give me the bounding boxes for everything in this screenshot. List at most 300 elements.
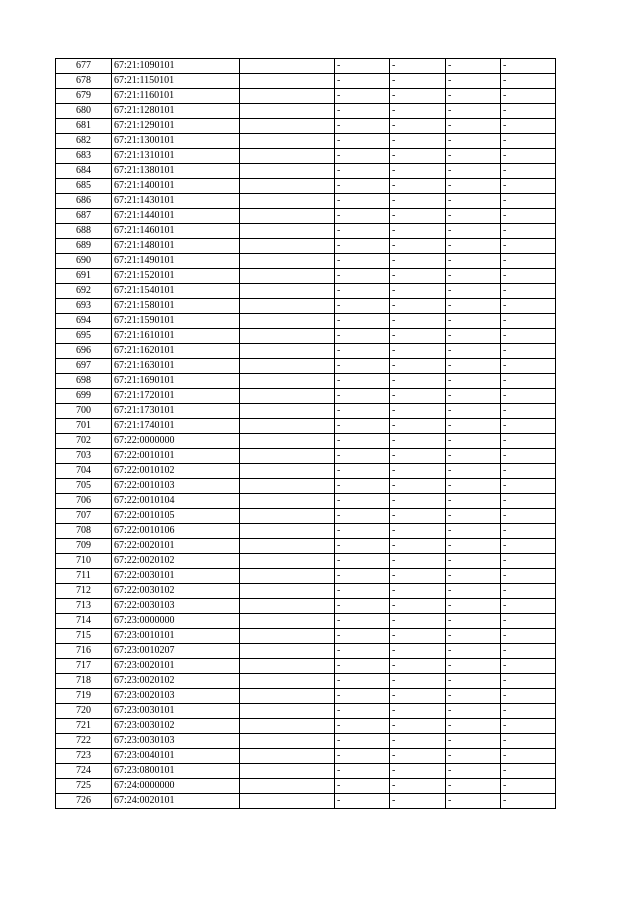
row-number-cell: 719 bbox=[56, 689, 112, 704]
dash-cell-2: - bbox=[390, 104, 446, 119]
row-number-cell: 722 bbox=[56, 734, 112, 749]
row-number-cell: 678 bbox=[56, 74, 112, 89]
cadastral-code-cell: 67:24:0000000 bbox=[112, 779, 240, 794]
dash-cell-1: - bbox=[335, 329, 390, 344]
blank-cell bbox=[240, 569, 335, 584]
dash-cell-4: - bbox=[501, 599, 556, 614]
dash-cell-4: - bbox=[501, 254, 556, 269]
dash-cell-1: - bbox=[335, 314, 390, 329]
row-number-cell: 716 bbox=[56, 644, 112, 659]
table-row bbox=[56, 764, 556, 779]
cadastral-code-cell: 67:21:1160101 bbox=[112, 89, 240, 104]
blank-cell bbox=[240, 749, 335, 764]
dash-cell-2: - bbox=[390, 734, 446, 749]
dash-cell-3: - bbox=[446, 614, 501, 629]
dash-cell-2: - bbox=[390, 614, 446, 629]
table-row bbox=[56, 284, 556, 299]
table-row bbox=[56, 509, 556, 524]
cadastral-code-cell: 67:22:0010101 bbox=[112, 449, 240, 464]
cadastral-code-cell: 67:21:1520101 bbox=[112, 269, 240, 284]
table-row bbox=[56, 329, 556, 344]
blank-cell bbox=[240, 374, 335, 389]
dash-cell-2: - bbox=[390, 794, 446, 809]
dash-cell-3: - bbox=[446, 584, 501, 599]
dash-cell-2: - bbox=[390, 644, 446, 659]
dash-cell-1: - bbox=[335, 464, 390, 479]
dash-cell-3: - bbox=[446, 554, 501, 569]
table-row bbox=[56, 554, 556, 569]
cadastral-code-cell: 67:23:0040101 bbox=[112, 749, 240, 764]
dash-cell-4: - bbox=[501, 299, 556, 314]
dash-cell-4: - bbox=[501, 719, 556, 734]
dash-cell-3: - bbox=[446, 479, 501, 494]
dash-cell-3: - bbox=[446, 374, 501, 389]
dash-cell-4: - bbox=[501, 284, 556, 299]
dash-cell-3: - bbox=[446, 104, 501, 119]
dash-cell-3: - bbox=[446, 494, 501, 509]
blank-cell bbox=[240, 779, 335, 794]
dash-cell-2: - bbox=[390, 239, 446, 254]
dash-cell-1: - bbox=[335, 224, 390, 239]
dash-cell-3: - bbox=[446, 329, 501, 344]
dash-cell-4: - bbox=[501, 674, 556, 689]
blank-cell bbox=[240, 329, 335, 344]
blank-cell bbox=[240, 89, 335, 104]
blank-cell bbox=[240, 134, 335, 149]
row-number-cell: 713 bbox=[56, 599, 112, 614]
table-row bbox=[56, 569, 556, 584]
row-number-cell: 696 bbox=[56, 344, 112, 359]
table-row bbox=[56, 494, 556, 509]
cadastral-code-cell: 67:22:0010103 bbox=[112, 479, 240, 494]
table-row bbox=[56, 359, 556, 374]
cadastral-code-cell: 67:21:1720101 bbox=[112, 389, 240, 404]
dash-cell-3: - bbox=[446, 599, 501, 614]
row-number-cell: 706 bbox=[56, 494, 112, 509]
dash-cell-4: - bbox=[501, 239, 556, 254]
cadastral-code-cell: 67:21:1740101 bbox=[112, 419, 240, 434]
dash-cell-4: - bbox=[501, 779, 556, 794]
dash-cell-3: - bbox=[446, 299, 501, 314]
table-row bbox=[56, 404, 556, 419]
blank-cell bbox=[240, 734, 335, 749]
dash-cell-4: - bbox=[501, 104, 556, 119]
table-row bbox=[56, 314, 556, 329]
dash-cell-2: - bbox=[390, 479, 446, 494]
row-number-cell: 718 bbox=[56, 674, 112, 689]
dash-cell-1: - bbox=[335, 299, 390, 314]
dash-cell-1: - bbox=[335, 389, 390, 404]
row-number-cell: 712 bbox=[56, 584, 112, 599]
cadastral-code-cell: 67:21:1280101 bbox=[112, 104, 240, 119]
table-row bbox=[56, 149, 556, 164]
dash-cell-3: - bbox=[446, 239, 501, 254]
cadastral-code-cell: 67:22:0030102 bbox=[112, 584, 240, 599]
cadastral-code-cell: 67:21:1730101 bbox=[112, 404, 240, 419]
cadastral-code-cell: 67:22:0010102 bbox=[112, 464, 240, 479]
dash-cell-2: - bbox=[390, 284, 446, 299]
dash-cell-1: - bbox=[335, 194, 390, 209]
dash-cell-1: - bbox=[335, 674, 390, 689]
dash-cell-1: - bbox=[335, 284, 390, 299]
dash-cell-1: - bbox=[335, 614, 390, 629]
cadastral-code-cell: 67:23:0020101 bbox=[112, 659, 240, 674]
dash-cell-2: - bbox=[390, 509, 446, 524]
dash-cell-3: - bbox=[446, 704, 501, 719]
table-row bbox=[56, 614, 556, 629]
blank-cell bbox=[240, 689, 335, 704]
table-row bbox=[56, 599, 556, 614]
dash-cell-2: - bbox=[390, 584, 446, 599]
blank-cell bbox=[240, 479, 335, 494]
dash-cell-4: - bbox=[501, 134, 556, 149]
row-number-cell: 721 bbox=[56, 719, 112, 734]
row-number-cell: 723 bbox=[56, 749, 112, 764]
dash-cell-4: - bbox=[501, 689, 556, 704]
dash-cell-2: - bbox=[390, 764, 446, 779]
dash-cell-4: - bbox=[501, 494, 556, 509]
dash-cell-3: - bbox=[446, 524, 501, 539]
dash-cell-3: - bbox=[446, 59, 501, 74]
cadastral-code-cell: 67:21:1630101 bbox=[112, 359, 240, 374]
row-number-cell: 714 bbox=[56, 614, 112, 629]
dash-cell-3: - bbox=[446, 209, 501, 224]
dash-cell-2: - bbox=[390, 74, 446, 89]
dash-cell-2: - bbox=[390, 314, 446, 329]
blank-cell bbox=[240, 539, 335, 554]
row-number-cell: 694 bbox=[56, 314, 112, 329]
table-row bbox=[56, 344, 556, 359]
dash-cell-4: - bbox=[501, 149, 556, 164]
dash-cell-1: - bbox=[335, 149, 390, 164]
cadastral-code-cell: 67:21:1590101 bbox=[112, 314, 240, 329]
dash-cell-4: - bbox=[501, 374, 556, 389]
dash-cell-3: - bbox=[446, 254, 501, 269]
row-number-cell: 704 bbox=[56, 464, 112, 479]
dash-cell-4: - bbox=[501, 359, 556, 374]
dash-cell-1: - bbox=[335, 254, 390, 269]
dash-cell-3: - bbox=[446, 509, 501, 524]
blank-cell bbox=[240, 149, 335, 164]
dash-cell-2: - bbox=[390, 209, 446, 224]
dash-cell-1: - bbox=[335, 359, 390, 374]
row-number-cell: 680 bbox=[56, 104, 112, 119]
blank-cell bbox=[240, 599, 335, 614]
blank-cell bbox=[240, 629, 335, 644]
blank-cell bbox=[240, 449, 335, 464]
dash-cell-3: - bbox=[446, 689, 501, 704]
dash-cell-2: - bbox=[390, 179, 446, 194]
dash-cell-3: - bbox=[446, 404, 501, 419]
dash-cell-2: - bbox=[390, 539, 446, 554]
dash-cell-2: - bbox=[390, 599, 446, 614]
row-number-cell: 703 bbox=[56, 449, 112, 464]
dash-cell-4: - bbox=[501, 449, 556, 464]
cadastral-code-cell: 67:23:0030102 bbox=[112, 719, 240, 734]
dash-cell-4: - bbox=[501, 434, 556, 449]
cadastral-code-cell: 67:22:0010104 bbox=[112, 494, 240, 509]
dash-cell-2: - bbox=[390, 329, 446, 344]
row-number-cell: 685 bbox=[56, 179, 112, 194]
dash-cell-4: - bbox=[501, 614, 556, 629]
dash-cell-3: - bbox=[446, 734, 501, 749]
cadastral-code-cell: 67:21:1310101 bbox=[112, 149, 240, 164]
dash-cell-2: - bbox=[390, 749, 446, 764]
row-number-cell: 688 bbox=[56, 224, 112, 239]
dash-cell-2: - bbox=[390, 779, 446, 794]
dash-cell-3: - bbox=[446, 719, 501, 734]
table-row bbox=[56, 449, 556, 464]
cadastral-code-cell: 67:21:1540101 bbox=[112, 284, 240, 299]
blank-cell bbox=[240, 239, 335, 254]
dash-cell-4: - bbox=[501, 404, 556, 419]
dash-cell-2: - bbox=[390, 419, 446, 434]
table-row bbox=[56, 374, 556, 389]
dash-cell-3: - bbox=[446, 449, 501, 464]
cadastral-code-cell: 67:23:0020102 bbox=[112, 674, 240, 689]
dash-cell-2: - bbox=[390, 359, 446, 374]
dash-cell-4: - bbox=[501, 419, 556, 434]
dash-cell-4: - bbox=[501, 629, 556, 644]
blank-cell bbox=[240, 194, 335, 209]
dash-cell-3: - bbox=[446, 164, 501, 179]
table-row bbox=[56, 539, 556, 554]
dash-cell-1: - bbox=[335, 704, 390, 719]
row-number-cell: 687 bbox=[56, 209, 112, 224]
table-row bbox=[56, 419, 556, 434]
dash-cell-2: - bbox=[390, 59, 446, 74]
dash-cell-2: - bbox=[390, 224, 446, 239]
row-number-cell: 702 bbox=[56, 434, 112, 449]
cadastral-code-cell: 67:22:0030103 bbox=[112, 599, 240, 614]
blank-cell bbox=[240, 104, 335, 119]
blank-cell bbox=[240, 644, 335, 659]
dash-cell-1: - bbox=[335, 734, 390, 749]
cadastral-code-cell: 67:23:0010207 bbox=[112, 644, 240, 659]
table-row bbox=[56, 119, 556, 134]
table-row bbox=[56, 254, 556, 269]
dash-cell-2: - bbox=[390, 299, 446, 314]
cadastral-code-cell: 67:23:0020103 bbox=[112, 689, 240, 704]
dash-cell-1: - bbox=[335, 119, 390, 134]
cadastral-code-cell: 67:21:1400101 bbox=[112, 179, 240, 194]
dash-cell-1: - bbox=[335, 479, 390, 494]
dash-cell-1: - bbox=[335, 779, 390, 794]
dash-cell-3: - bbox=[446, 419, 501, 434]
dash-cell-4: - bbox=[501, 329, 556, 344]
blank-cell bbox=[240, 404, 335, 419]
dash-cell-3: - bbox=[446, 149, 501, 164]
data-table bbox=[55, 58, 556, 809]
row-number-cell: 700 bbox=[56, 404, 112, 419]
row-number-cell: 720 bbox=[56, 704, 112, 719]
blank-cell bbox=[240, 389, 335, 404]
cadastral-code-cell: 67:21:1290101 bbox=[112, 119, 240, 134]
dash-cell-2: - bbox=[390, 344, 446, 359]
dash-cell-2: - bbox=[390, 689, 446, 704]
dash-cell-1: - bbox=[335, 644, 390, 659]
dash-cell-4: - bbox=[501, 179, 556, 194]
dash-cell-3: - bbox=[446, 119, 501, 134]
row-number-cell: 689 bbox=[56, 239, 112, 254]
cadastral-code-cell: 67:21:1430101 bbox=[112, 194, 240, 209]
blank-cell bbox=[240, 59, 335, 74]
dash-cell-1: - bbox=[335, 74, 390, 89]
blank-cell bbox=[240, 584, 335, 599]
cadastral-code-cell: 67:21:1300101 bbox=[112, 134, 240, 149]
table-row bbox=[56, 89, 556, 104]
cadastral-code-cell: 67:22:0020102 bbox=[112, 554, 240, 569]
cadastral-code-cell: 67:21:1090101 bbox=[112, 59, 240, 74]
row-number-cell: 683 bbox=[56, 149, 112, 164]
dash-cell-4: - bbox=[501, 734, 556, 749]
dash-cell-1: - bbox=[335, 659, 390, 674]
dash-cell-3: - bbox=[446, 359, 501, 374]
dash-cell-3: - bbox=[446, 344, 501, 359]
dash-cell-2: - bbox=[390, 674, 446, 689]
row-number-cell: 701 bbox=[56, 419, 112, 434]
table-row bbox=[56, 464, 556, 479]
dash-cell-1: - bbox=[335, 344, 390, 359]
blank-cell bbox=[240, 554, 335, 569]
row-number-cell: 693 bbox=[56, 299, 112, 314]
dash-cell-1: - bbox=[335, 209, 390, 224]
table-row bbox=[56, 794, 556, 809]
dash-cell-4: - bbox=[501, 584, 556, 599]
row-number-cell: 686 bbox=[56, 194, 112, 209]
dash-cell-4: - bbox=[501, 344, 556, 359]
table-row bbox=[56, 134, 556, 149]
dash-cell-2: - bbox=[390, 569, 446, 584]
table-row bbox=[56, 749, 556, 764]
dash-cell-4: - bbox=[501, 194, 556, 209]
dash-cell-4: - bbox=[501, 209, 556, 224]
dash-cell-1: - bbox=[335, 404, 390, 419]
blank-cell bbox=[240, 359, 335, 374]
dash-cell-2: - bbox=[390, 374, 446, 389]
blank-cell bbox=[240, 284, 335, 299]
dash-cell-1: - bbox=[335, 179, 390, 194]
dash-cell-1: - bbox=[335, 524, 390, 539]
dash-cell-4: - bbox=[501, 119, 556, 134]
blank-cell bbox=[240, 794, 335, 809]
dash-cell-3: - bbox=[446, 314, 501, 329]
dash-cell-2: - bbox=[390, 389, 446, 404]
dash-cell-2: - bbox=[390, 449, 446, 464]
dash-cell-2: - bbox=[390, 149, 446, 164]
dash-cell-4: - bbox=[501, 764, 556, 779]
table-body bbox=[56, 59, 556, 809]
dash-cell-4: - bbox=[501, 479, 556, 494]
dash-cell-3: - bbox=[446, 764, 501, 779]
table-row bbox=[56, 224, 556, 239]
cadastral-code-cell: 67:23:0030103 bbox=[112, 734, 240, 749]
row-number-cell: 679 bbox=[56, 89, 112, 104]
blank-cell bbox=[240, 509, 335, 524]
blank-cell bbox=[240, 74, 335, 89]
dash-cell-1: - bbox=[335, 719, 390, 734]
blank-cell bbox=[240, 254, 335, 269]
table-row bbox=[56, 239, 556, 254]
blank-cell bbox=[240, 344, 335, 359]
cadastral-code-cell: 67:23:0030101 bbox=[112, 704, 240, 719]
dash-cell-2: - bbox=[390, 524, 446, 539]
table-row bbox=[56, 164, 556, 179]
cadastral-code-cell: 67:22:0020101 bbox=[112, 539, 240, 554]
dash-cell-1: - bbox=[335, 134, 390, 149]
dash-cell-1: - bbox=[335, 794, 390, 809]
table-row bbox=[56, 704, 556, 719]
dash-cell-1: - bbox=[335, 89, 390, 104]
dash-cell-4: - bbox=[501, 539, 556, 554]
blank-cell bbox=[240, 614, 335, 629]
dash-cell-4: - bbox=[501, 749, 556, 764]
dash-cell-4: - bbox=[501, 794, 556, 809]
dash-cell-4: - bbox=[501, 59, 556, 74]
table-row bbox=[56, 629, 556, 644]
dash-cell-4: - bbox=[501, 659, 556, 674]
table-row bbox=[56, 734, 556, 749]
dash-cell-1: - bbox=[335, 509, 390, 524]
dash-cell-1: - bbox=[335, 164, 390, 179]
dash-cell-3: - bbox=[446, 74, 501, 89]
blank-cell bbox=[240, 704, 335, 719]
cadastral-code-cell: 67:21:1460101 bbox=[112, 224, 240, 239]
dash-cell-1: - bbox=[335, 584, 390, 599]
dash-cell-1: - bbox=[335, 239, 390, 254]
dash-cell-4: - bbox=[501, 314, 556, 329]
table-row bbox=[56, 74, 556, 89]
dash-cell-3: - bbox=[446, 539, 501, 554]
dash-cell-3: - bbox=[446, 644, 501, 659]
dash-cell-1: - bbox=[335, 59, 390, 74]
dash-cell-3: - bbox=[446, 284, 501, 299]
cadastral-code-cell: 67:23:0800101 bbox=[112, 764, 240, 779]
blank-cell bbox=[240, 464, 335, 479]
dash-cell-1: - bbox=[335, 449, 390, 464]
blank-cell bbox=[240, 119, 335, 134]
dash-cell-2: - bbox=[390, 719, 446, 734]
blank-cell bbox=[240, 434, 335, 449]
row-number-cell: 681 bbox=[56, 119, 112, 134]
cadastral-code-cell: 67:21:1150101 bbox=[112, 74, 240, 89]
dash-cell-4: - bbox=[501, 464, 556, 479]
row-number-cell: 684 bbox=[56, 164, 112, 179]
cadastral-code-cell: 67:24:0020101 bbox=[112, 794, 240, 809]
blank-cell bbox=[240, 314, 335, 329]
dash-cell-4: - bbox=[501, 644, 556, 659]
row-number-cell: 708 bbox=[56, 524, 112, 539]
blank-cell bbox=[240, 164, 335, 179]
row-number-cell: 699 bbox=[56, 389, 112, 404]
table-row bbox=[56, 389, 556, 404]
dash-cell-1: - bbox=[335, 749, 390, 764]
dash-cell-3: - bbox=[446, 779, 501, 794]
dash-cell-3: - bbox=[446, 749, 501, 764]
dash-cell-2: - bbox=[390, 629, 446, 644]
dash-cell-2: - bbox=[390, 119, 446, 134]
cadastral-code-cell: 67:22:0010106 bbox=[112, 524, 240, 539]
row-number-cell: 705 bbox=[56, 479, 112, 494]
dash-cell-4: - bbox=[501, 269, 556, 284]
dash-cell-4: - bbox=[501, 74, 556, 89]
dash-cell-2: - bbox=[390, 659, 446, 674]
row-number-cell: 726 bbox=[56, 794, 112, 809]
table-row bbox=[56, 179, 556, 194]
blank-cell bbox=[240, 179, 335, 194]
dash-cell-2: - bbox=[390, 254, 446, 269]
row-number-cell: 691 bbox=[56, 269, 112, 284]
